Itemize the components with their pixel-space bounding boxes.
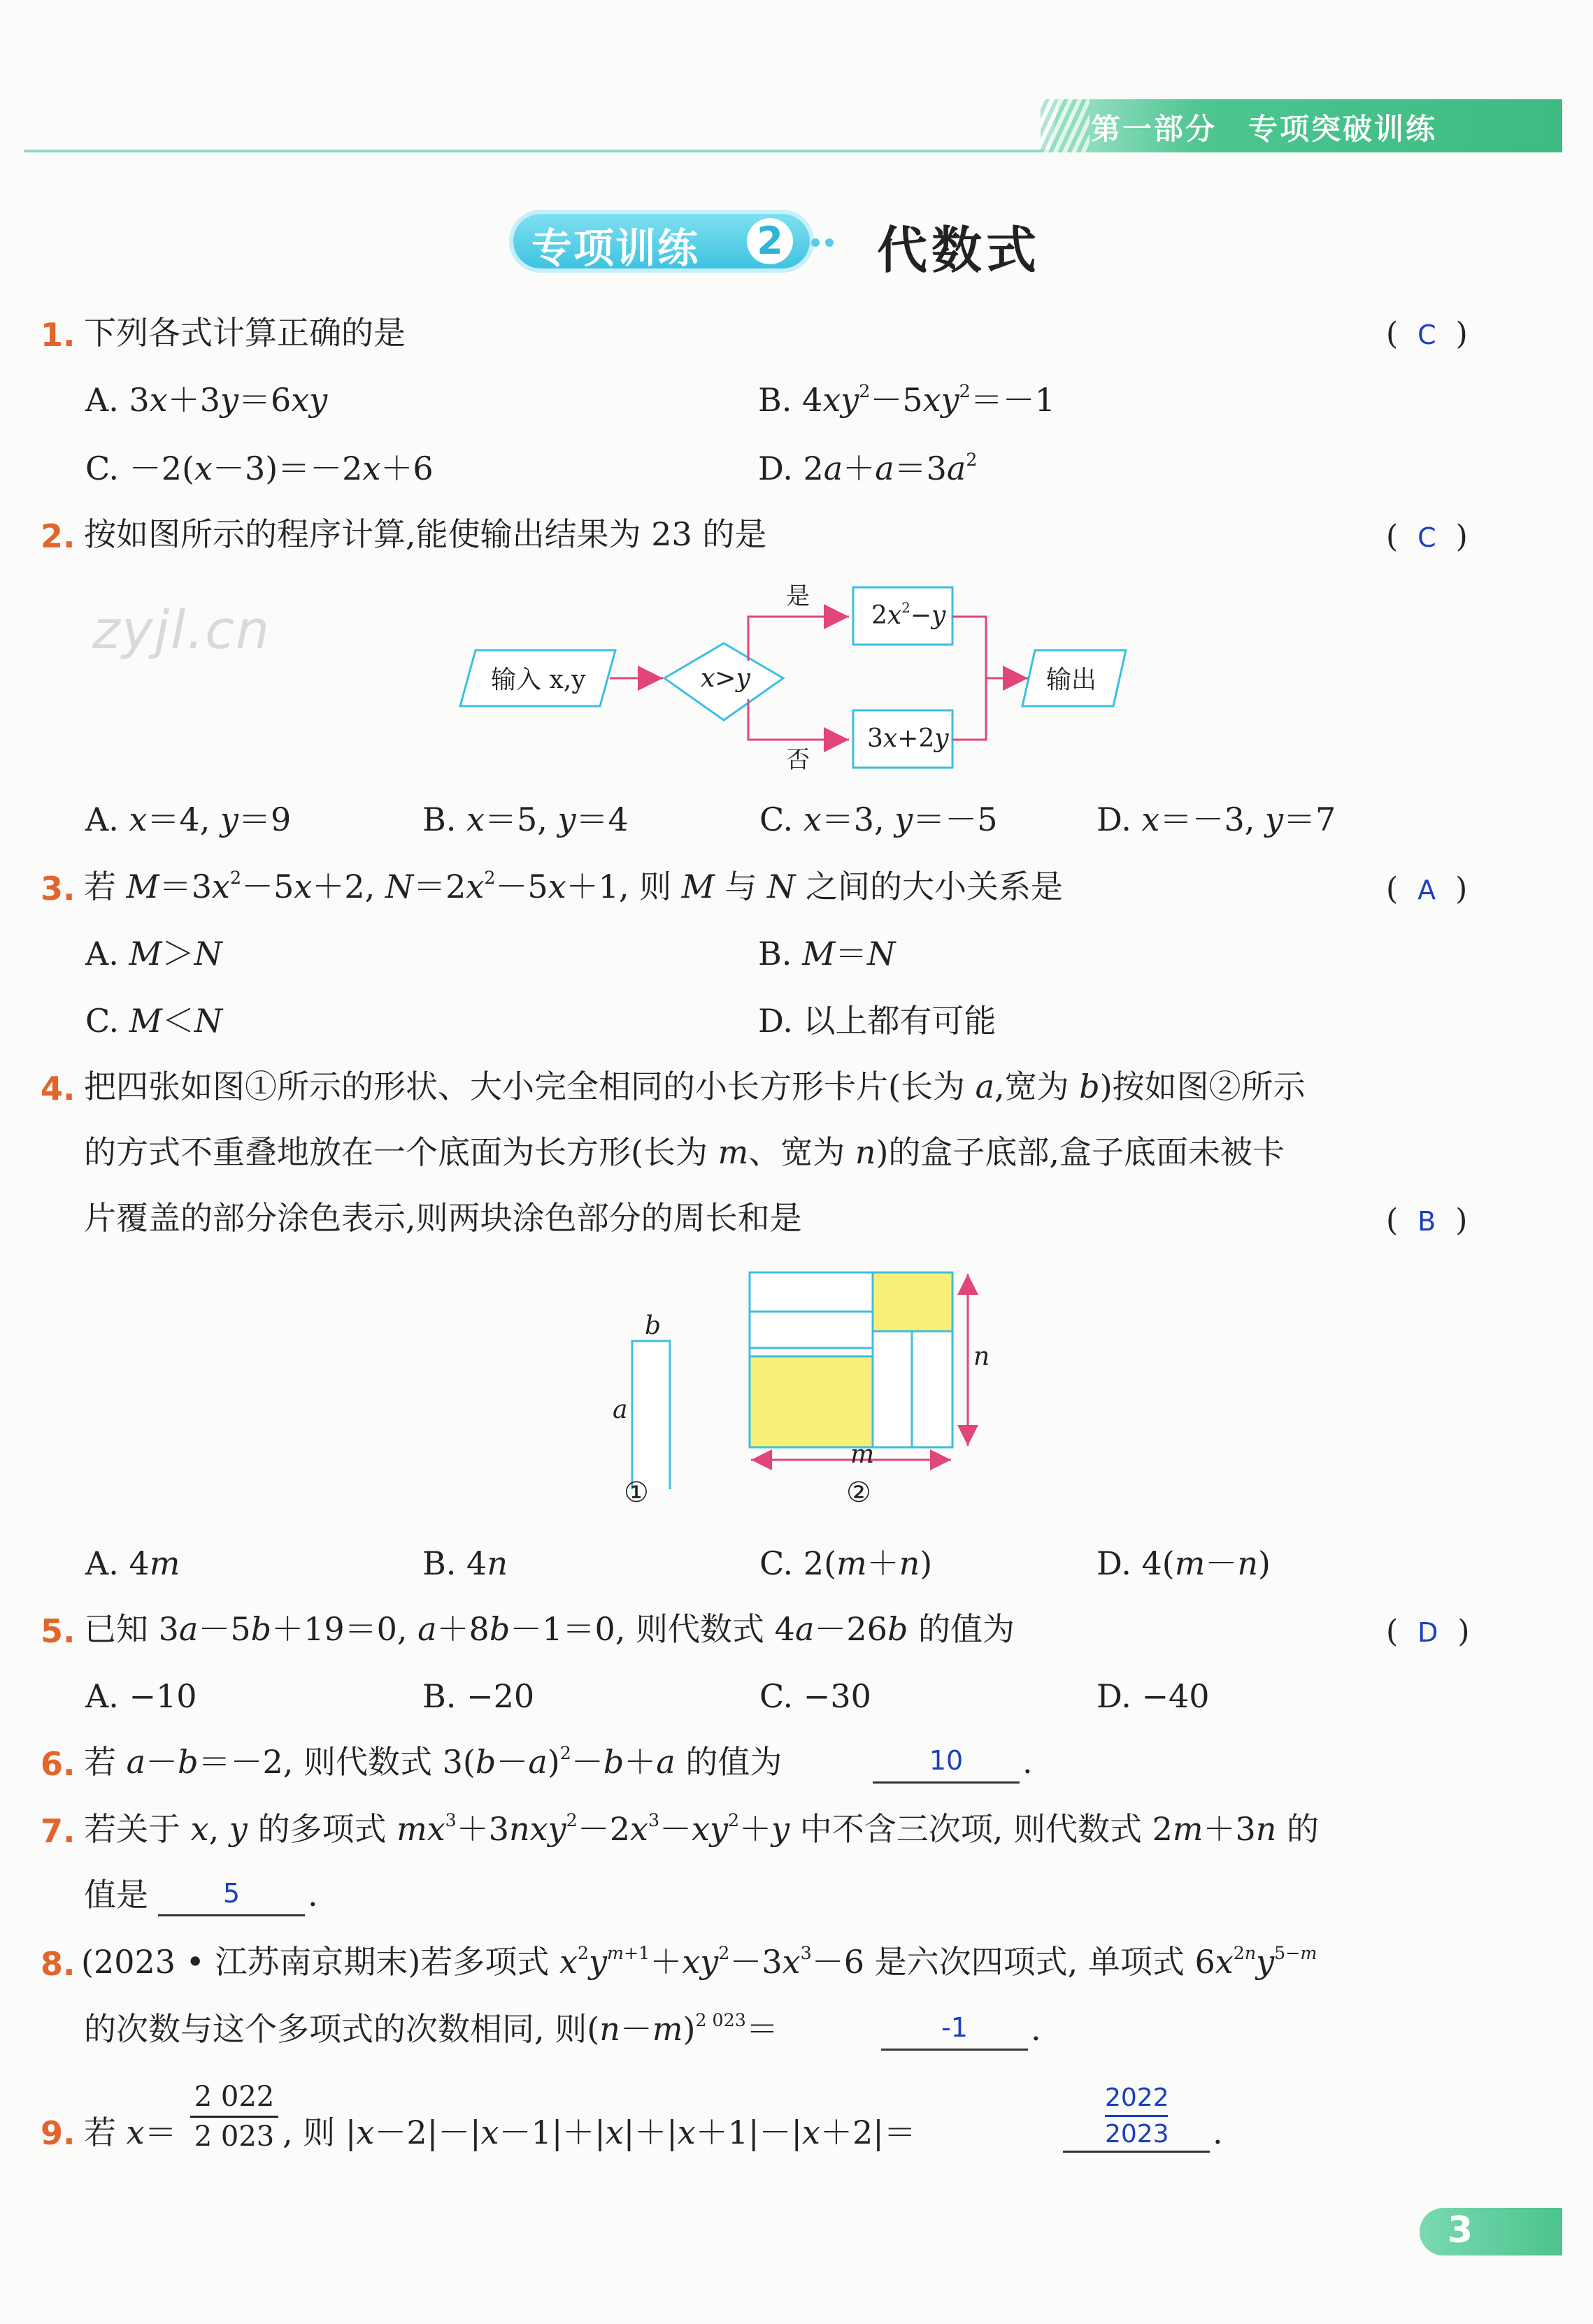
q5-stem: 已知 3a－5b＋19＝0, a＋8b－1＝0, 则代数式 4a－26b 的值为 [84,1610,1015,1648]
q7-blank[interactable]: 5 [158,1878,305,1916]
q8-line1: (2023 • 江苏南京期末)若多项式 $x^2y^{m+1}+xy^2-3x^3-6$ 是六次四项式, 单项式 $6x^{2n}y^{5-m}$ [81,1942,1317,1981]
q1-number: 1. [41,316,76,354]
q4-line3: 片覆盖的部分涂色表示,则两块涂色部分的周长和是 [84,1199,802,1237]
q6-period: . [1022,1743,1033,1781]
title-badge-text: 专项训练 [531,224,700,272]
q1-option-d: D. $2a+a=3a^2$ [758,449,978,487]
q3-option-c: C. M＜N [85,1002,223,1040]
q9-given-fraction: 2 022 2 023 [190,2081,278,2153]
q4-line1: 把四张如图①所示的形状、大小完全相同的小长方形卡片(长为 a,宽为 b)按如图②所示 [84,1068,1306,1105]
q4-answer: ( B ) [1386,1203,1468,1238]
q7-period: . [308,1876,318,1914]
page-number-tab [1420,2208,1562,2255]
section-title: 第一部分 专项突破训练 [1091,112,1438,146]
q8-blank[interactable]: -1 [881,2012,1028,2051]
page-number: 3 [1448,2209,1473,2251]
q1-option-a: A. 3x＋3y＝6xy [85,381,328,419]
q5-option-c: C. −30 [759,1677,871,1715]
page-title: 代数式 [877,220,1041,280]
q9-number: 9. [41,2114,76,2152]
title-dots [811,236,839,250]
q7-number: 7. [41,1812,76,1850]
fig1-label-a: a [613,1396,628,1424]
q9-period: . [1213,2114,1223,2151]
q5-option-d: D. −40 [1096,1677,1210,1715]
q9-blank[interactable]: 2022 2023 [1063,2083,1210,2153]
q5-option-a: A. −10 [85,1677,197,1715]
q3-option-b: B. M＝N [758,935,896,973]
q2-number: 2. [41,517,76,555]
q2-stem: 按如图所示的程序计算,能使输出结果为 23 的是 [84,515,767,553]
fig2-label-n: n [973,1342,990,1371]
flow-yes-expr: $2x^2-y$ [871,600,946,630]
flow-cond-label: x>y [701,664,750,693]
q2-option-c: C. x＝3, y＝－5 [759,801,998,838]
fig2-caption: ② [846,1477,871,1509]
q2-option-d: D. x＝－3, y＝7 [1096,801,1336,838]
q4-option-d: D. 4(m－n) [1096,1544,1271,1582]
q7-line2: 值是 [84,1876,148,1914]
q4-option-c: C. 2(m＋n) [759,1544,933,1582]
q8-number: 8. [41,1945,76,1983]
q4-figures [601,1258,993,1489]
q8-line2: 的次数与这个多项式的次数相同, 则$(n-m)^{2 023}=$ [84,2009,778,2048]
q3-answer: ( A ) [1386,871,1468,907]
q1-option-c: C. －2(x－3)＝－2x＋6 [85,450,434,487]
q3-number: 3. [41,870,76,908]
q5-option-b: B. −20 [422,1677,535,1715]
q6-number: 6. [41,1745,76,1783]
flow-no-expr: 3x+2y [867,724,949,753]
q3-option-d: D. 以上都有可能 [758,1002,996,1040]
flow-output-label: 输出 [1046,666,1097,694]
q5-number: 5. [41,1612,76,1650]
q8-period: . [1031,2010,1041,2048]
q2-answer: ( C ) [1386,519,1468,554]
fig2-shaded-top [873,1272,952,1331]
fig1-label-b: b [645,1312,662,1340]
q2-option-b: B. x＝5, y＝4 [422,801,629,838]
q4-line2: 的方式不重叠地放在一个底面为长方形(长为 m、宽为 n)的盒子底部,盒子底面未被卡 [84,1133,1285,1171]
q1-option-b: B. $4xy^2-5xy^2=-1$ [758,380,1055,419]
q3-stem: 若 $M=3x^2-5x+2$, $N=2x^2-5x+1$, 则 M 与 N 之间的大小关系是 [84,867,1064,905]
flow-no-label: 否 [786,746,810,774]
q4-option-a: A. 4m [85,1544,180,1582]
fig2-shaded-bottom [750,1356,873,1447]
q4-option-b: B. 4n [422,1544,508,1582]
header-stripes [1041,99,1090,152]
q1-answer: ( C ) [1386,316,1468,352]
q5-answer: ( D ) [1386,1614,1470,1649]
q3-option-a: A. M＞N [85,935,222,973]
q4-number: 4. [41,1070,76,1107]
q9-prefix: 若 x＝ [84,2114,177,2151]
q6-blank[interactable]: 10 [873,1745,1020,1784]
flow-yes-label: 是 [786,582,810,610]
watermark: zyjl.cn [92,598,271,661]
q2-option-a: A. x＝4, y＝9 [85,801,292,838]
q1-stem: 下列各式计算正确的是 [84,314,406,352]
q7-line1: 若关于 x, y 的多项式 $mx^3+3nxy^2-2x^3-xy^2+y$ 中不含三次项, 则代数式 2m＋3n 的 [84,1809,1320,1848]
q6-stem: 若 a－b＝－2, 则代数式 $3(b-a)^2-b+a$ 的值为 [84,1742,783,1781]
flow-input-label: 输入 x,y [491,666,586,694]
fig1-caption: ① [624,1477,649,1509]
title-number: 2 [747,218,793,264]
q9-expression: , 则 |x－2|－|x－1|＋|x|＋|x＋1|－|x＋2|＝ [283,2114,916,2151]
fig1-card [632,1341,670,1489]
fig2-label-m: m [850,1440,875,1469]
